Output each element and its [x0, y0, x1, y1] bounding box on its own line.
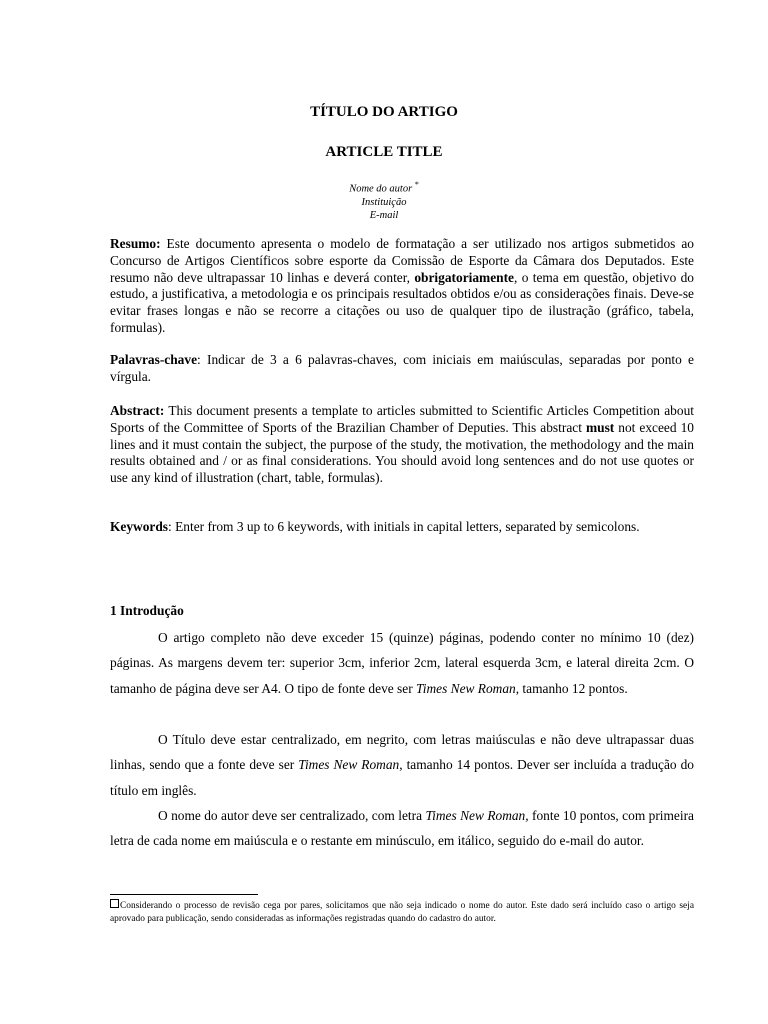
p2-end: , tamanho 14 pontos. Dever ser incluída a tradução do título em inglês.	[110, 757, 694, 798]
resumo-bold-word: obrigatoriamente	[414, 269, 515, 285]
author-email: E-mail	[369, 209, 399, 221]
abstract-bold-word: must	[585, 419, 615, 435]
resumo-paragraph	[110, 236, 694, 337]
title-portuguese: TÍTULO DO ARTIGO	[310, 104, 458, 120]
p1-end: , tamanho 12 pontos.	[515, 680, 628, 696]
body-paragraph-2	[110, 727, 694, 803]
p2-text: O Título deve estar centralizado, em negrito, com letras maiúsculas e não deve ultrapassar duas linhas, sendo que a fonte deve ser	[110, 732, 694, 773]
keywords-label: Keywords	[110, 519, 169, 534]
author-block	[0, 178, 768, 222]
section-heading: 1 Introdução	[110, 603, 184, 618]
author-name: Nome do autor	[349, 183, 413, 195]
footnote-separator	[110, 894, 258, 895]
palavras-chave-label: Palavras-chave	[110, 352, 198, 367]
footnote-marker: *	[414, 180, 419, 189]
footnote-box-icon	[110, 899, 119, 908]
keywords-text: : Enter from 3 up to 6 keywords, with initials in capital letters, separated by semicolons.	[168, 519, 640, 534]
palavras-chave-paragraph	[110, 352, 694, 386]
p3-font-name: Times New Roman,	[425, 808, 529, 823]
title-english: ARTICLE TITLE	[325, 144, 443, 160]
body-paragraph-3	[110, 803, 694, 854]
resumo-text-1: Este documento apresenta o modelo de formatação a ser utilizado nos artigos submetidos ao Concurso de Artigos Científicos sobre esporte da Comissão de Esporte da Câmara dos Deputados. Este resumo não deve ultrapassar 10 linhas e deverá conter,	[110, 236, 694, 285]
footnote	[110, 899, 694, 925]
p3-text: O nome do autor deve ser centralizado, com letra	[158, 808, 426, 823]
abstract-text-1: This document presents a template to articles submitted to Scientific Articles Competition about Sports of the Committee of Sports of the Brazilian Chamber of Deputies. This abstract	[110, 403, 694, 435]
keywords-paragraph	[110, 519, 694, 536]
footnote-text: Considerando o processo de revisão cega por pares, solicitamos que não seja indicado o nome do autor. Este dado será incluído caso o artigo seja aprovado para publicação, sendo consideradas as informações registradas quando do cadastro do autor.	[110, 901, 694, 924]
abstract-label: Abstract:	[110, 403, 165, 418]
author-institution: Instituição	[361, 196, 407, 208]
resumo-label: Resumo:	[110, 236, 161, 251]
p2-font-name: Times New Roman	[298, 757, 400, 773]
resumo-text-2: , o tema em questão, objetivo do estudo, a justificativa, a metodologia e os principais resultados obtidos e/ou as considerações finais. Deve-se evitar frases longas e não se recorre a citações ou uso de qualquer tipo de ilustração (gráfico, tabela, formulas).	[110, 269, 694, 335]
p3-end: fonte 10 pontos, com primeira letra de cada nome em maiúscula e o restante em minúsculo, em itálico, seguido do e-mail do autor.	[110, 808, 694, 849]
abstract-text-2: not exceed 10 lines and it must contain the subject, the purpose of the study, the motivation, the methodology and the main results obtained and / or as final considerations. You should avoid long sentences and do not use quotes or use any kind of illustration (chart, table, formulas).	[110, 419, 694, 486]
palavras-chave-text: : Indicar de 3 a 6 palavras-chaves, com iniciais em maiúsculas, separadas por ponto e vírgula.	[110, 352, 694, 384]
body-paragraph-1	[110, 625, 694, 701]
p1-text: O artigo completo não deve exceder 15 (quinze) páginas, podendo conter no mínimo 10 (dez) páginas. As margens devem ter: superior 3cm, inferior 2cm, lateral esquerda 3cm, e lateral direita 2cm. O tamanho de página deve ser A4. O tipo de fonte deve ser	[110, 630, 694, 696]
author-name-line	[0, 178, 768, 196]
abstract-paragraph	[110, 403, 694, 487]
p1-font-name: Times New Roman	[416, 680, 516, 696]
